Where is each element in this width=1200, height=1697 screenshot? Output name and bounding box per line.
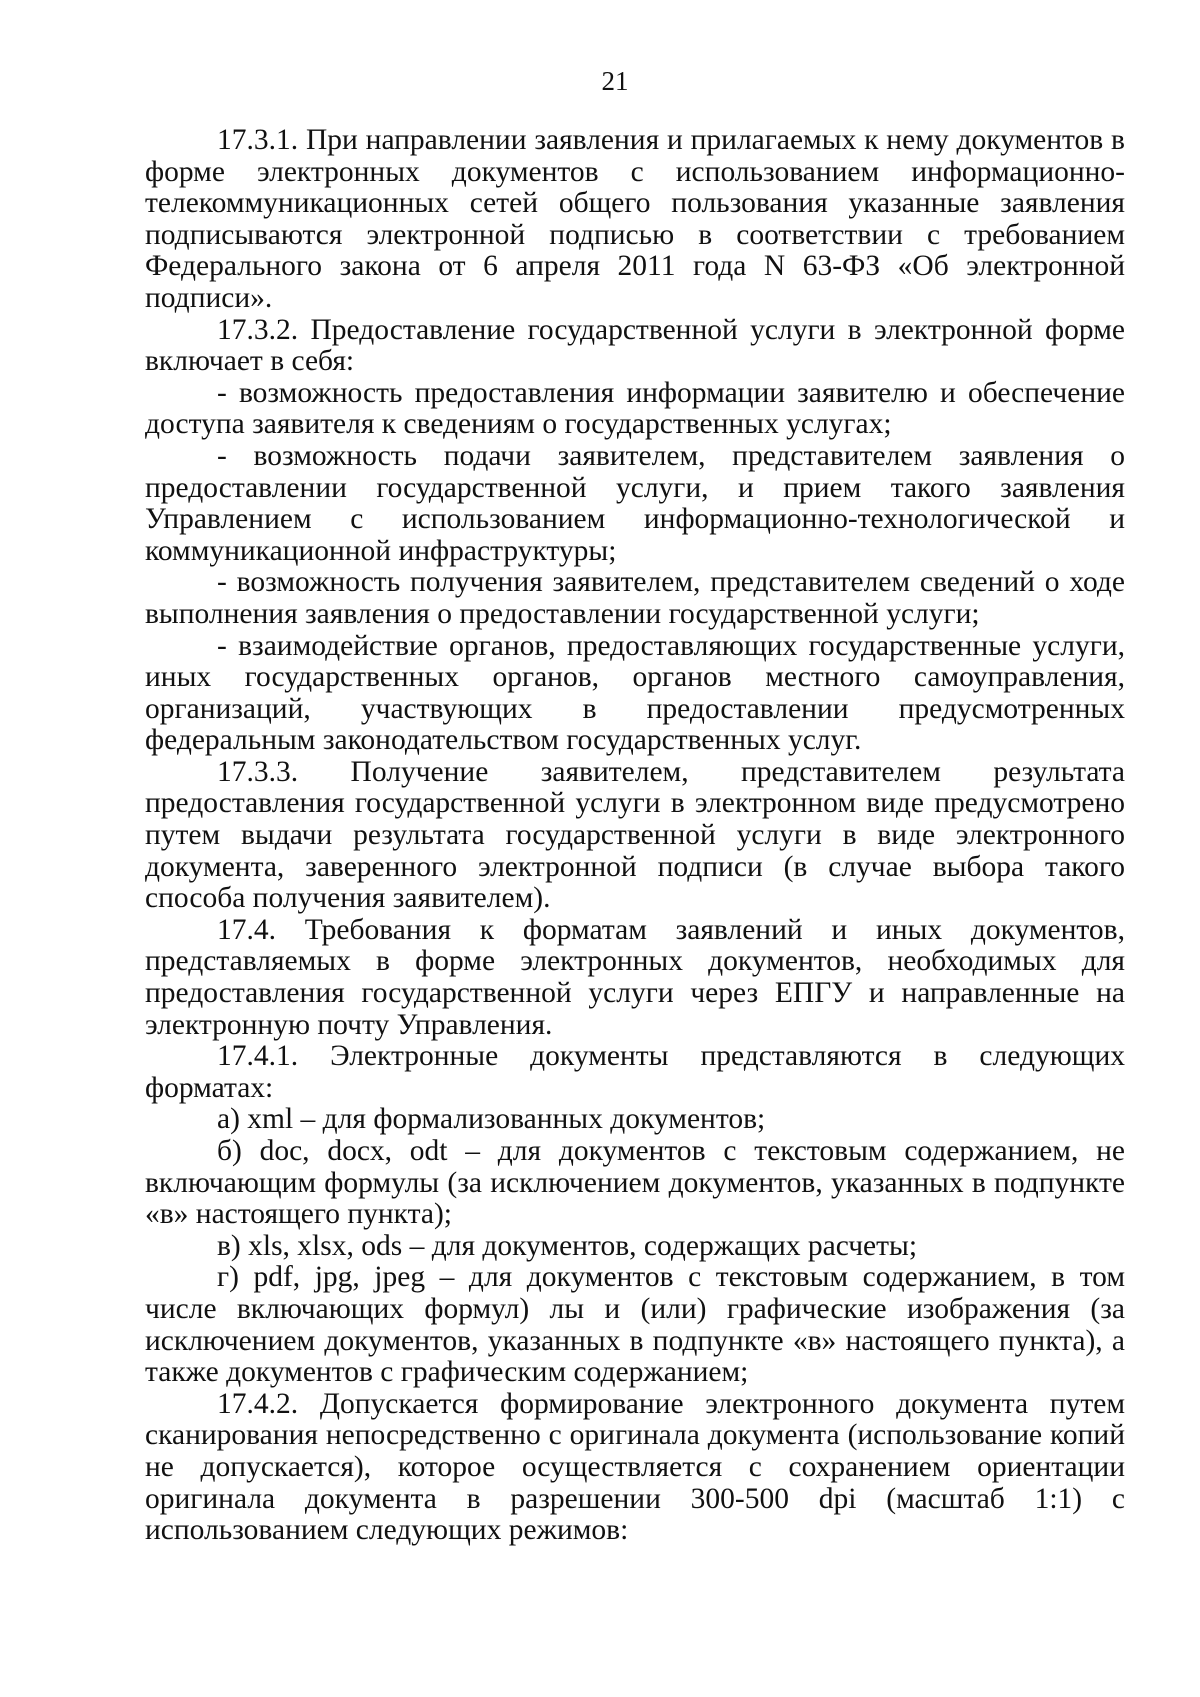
paragraph-17-3-2: 17.3.2. Предоставление государственной услуги в электронной форме включает в себя: bbox=[145, 313, 1125, 378]
paragraph-17-3-1: 17.3.1. При направлении заявления и прилагаемых к нему документов в форме электронных документов с использованием информационно-телекоммуникационных сетей общего пользования указанные заявления подписываются электронной подписью в соответствии с требованием Федерального закона от 6 апреля 2011 года N 63-ФЗ «Об электронной подписи». bbox=[145, 124, 1125, 314]
list-item-information-access: - возможность предоставления информации заявителю и обеспечение доступа заявителя к сведениям о государственных услугах; bbox=[145, 376, 1125, 441]
paragraph-17-4-1: 17.4.1. Электронные документы представляются в следующих форматах: bbox=[145, 1040, 1125, 1104]
paragraph-17-3-3: 17.3.3. Получение заявителем, представителем результата предоставления государственной услуги в электронном виде предусмотрено путем выдачи результата государственной услуги в виде электронного документа, заверенного электронной подписи (в случае выбора такого способа получения заявителем). bbox=[145, 755, 1125, 915]
format-item-a: а) xml – для формализованных документов; bbox=[217, 1103, 766, 1136]
paragraph-17-4: 17.4. Требования к форматам заявлений и иных документов, представляемых в форме электронных документов, необходимых для предоставления государственной услуги через ЕПГУ и направленные на электронную почту Управления. bbox=[145, 913, 1125, 1041]
list-item-interaction-of-bodies: - взаимодействие органов, предоставляющих государственные услуги, иных государственных органов, органов местного самоуправления, организаций, участвующих в предоставлении предусмотренных федеральным законодательством государственных услуг. bbox=[145, 629, 1125, 757]
page-number: 21 bbox=[601, 66, 629, 96]
paragraph-17-4-2: 17.4.2. Допускается формирование электронного документа путем сканирования непосредственно с оригинала документа (использование копий не допускается), которое осуществляется с сохранением ориентации оригинала документа в разрешении 300-500 dpi (масштаб 1:1) с использованием следующих режимов: bbox=[145, 1387, 1125, 1547]
format-item-v: в) xls, xlsx, ods – для документов, содержащих расчеты; bbox=[217, 1229, 918, 1262]
format-item-g: г) pdf, jpg, jpeg – для документов с текстовым содержанием, в том числе включающих формул) лы и (или) графические изображения (за исключением документов, указанных в подпункте «в» настоящего пункта), а также документов с графическим содержанием; bbox=[145, 1261, 1125, 1389]
list-item-progress-information: - возможность получения заявителем, представителем сведений о ходе выполнения заявления о предоставлении государственной услуги; bbox=[145, 566, 1125, 630]
format-item-b: б) doc, docx, odt – для документов с текстовым содержанием, не включающим формулы (за исключением документов, указанных в подпункте «в» настоящего пункта); bbox=[145, 1135, 1125, 1231]
document-body bbox=[145, 125, 1125, 1547]
list-item-application-submission: - возможность подачи заявителем, представителем заявления о предоставлении государственной услуги, и прием такого заявления Управлением с использованием информационно-технологической и коммуникационной инфраструктуры; bbox=[145, 439, 1125, 567]
